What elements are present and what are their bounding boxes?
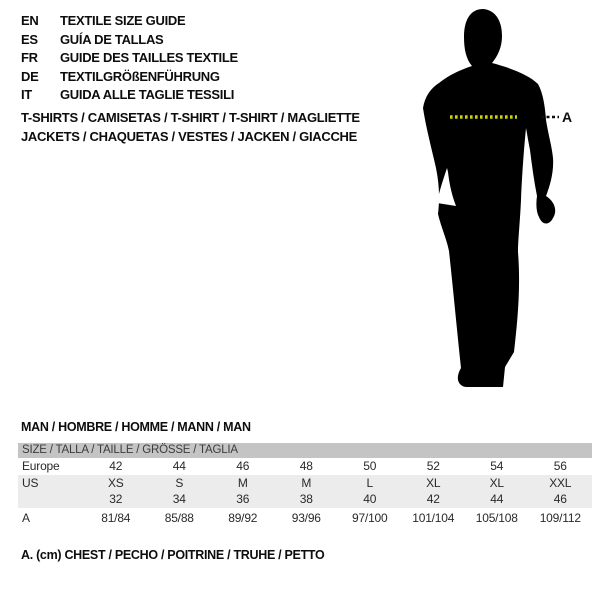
size-cell: 56 — [553, 459, 567, 473]
size-cell: 109/112 — [539, 510, 581, 525]
language-label: GUÍA DE TALLAS — [60, 31, 164, 47]
size-cell: 46 — [553, 492, 567, 506]
size-cell: 54 — [490, 459, 504, 473]
size-cell: 93/96 — [291, 510, 321, 525]
language-label: TEXTILGRÖßENFÜHRUNG — [60, 68, 220, 84]
size-cell: 38 — [299, 492, 313, 506]
size-cell: 101/104 — [412, 510, 455, 525]
size-cell: 42 — [109, 459, 123, 473]
size-table — [18, 443, 592, 528]
size-table-header: SIZE / TALLA / TAILLE / GRÖSSE / TAGLIA — [18, 443, 592, 458]
size-cell: 52 — [426, 459, 440, 473]
size-cell: 32 — [109, 492, 123, 506]
language-code: IT — [21, 87, 32, 103]
footnote-chest: A. (cm) CHEST / PECHO / POITRINE / TRUHE / PETTO — [21, 548, 325, 562]
size-cell: 48 — [299, 459, 313, 473]
row-label: Europe — [22, 459, 60, 473]
language-label: TEXTILE SIZE GUIDE — [60, 13, 186, 28]
size-cell: 89/92 — [228, 510, 258, 525]
row-label: A — [22, 510, 30, 525]
size-cell: 44 — [490, 492, 504, 506]
size-cell: 81/84 — [101, 510, 131, 525]
size-cell: XL — [489, 475, 504, 490]
size-cell: 36 — [236, 492, 250, 506]
size-cell: 105/108 — [475, 510, 518, 525]
row-label — [18, 491, 84, 508]
table-row-us — [18, 475, 592, 492]
row-label: US — [22, 475, 39, 490]
size-cell: 34 — [172, 492, 186, 506]
language-code: FR — [21, 50, 38, 66]
size-cell: 50 — [363, 459, 377, 473]
size-cell: M — [301, 475, 312, 490]
size-cell: 40 — [363, 492, 377, 506]
section-title: MAN / HOMBRE / HOMME / MANN / MAN — [21, 420, 251, 434]
measure-label: A — [562, 109, 573, 125]
size-cell: 46 — [236, 459, 250, 473]
language-code: EN — [21, 13, 39, 28]
size-cell: XXL — [549, 475, 572, 490]
size-cell: L — [366, 475, 373, 490]
table-row-chest — [18, 508, 592, 528]
size-cell: XL — [426, 475, 441, 490]
language-code: ES — [21, 31, 38, 47]
category-line-jackets: JACKETS / CHAQUETAS / VESTES / JACKEN / GIACCHE — [21, 128, 357, 144]
size-cell: S — [175, 475, 184, 490]
table-row-europe — [18, 458, 592, 475]
table-row-numeric — [18, 491, 592, 508]
size-cell: M — [237, 475, 248, 490]
category-line-tshirts: T-SHIRTS / CAMISETAS / T-SHIRT / T-SHIRT / MAGLIETTE — [21, 110, 360, 125]
language-label: GUIDA ALLE TAGLIE TESSILI — [60, 87, 235, 103]
language-code: DE — [21, 68, 39, 84]
size-cell: 42 — [426, 492, 440, 506]
size-cell: 97/100 — [351, 510, 388, 525]
size-cell: 44 — [172, 459, 186, 473]
size-cell: XS — [107, 475, 124, 490]
language-label: GUIDE DES TAILLES TEXTILE — [60, 50, 238, 66]
size-cell: 85/88 — [164, 510, 194, 525]
